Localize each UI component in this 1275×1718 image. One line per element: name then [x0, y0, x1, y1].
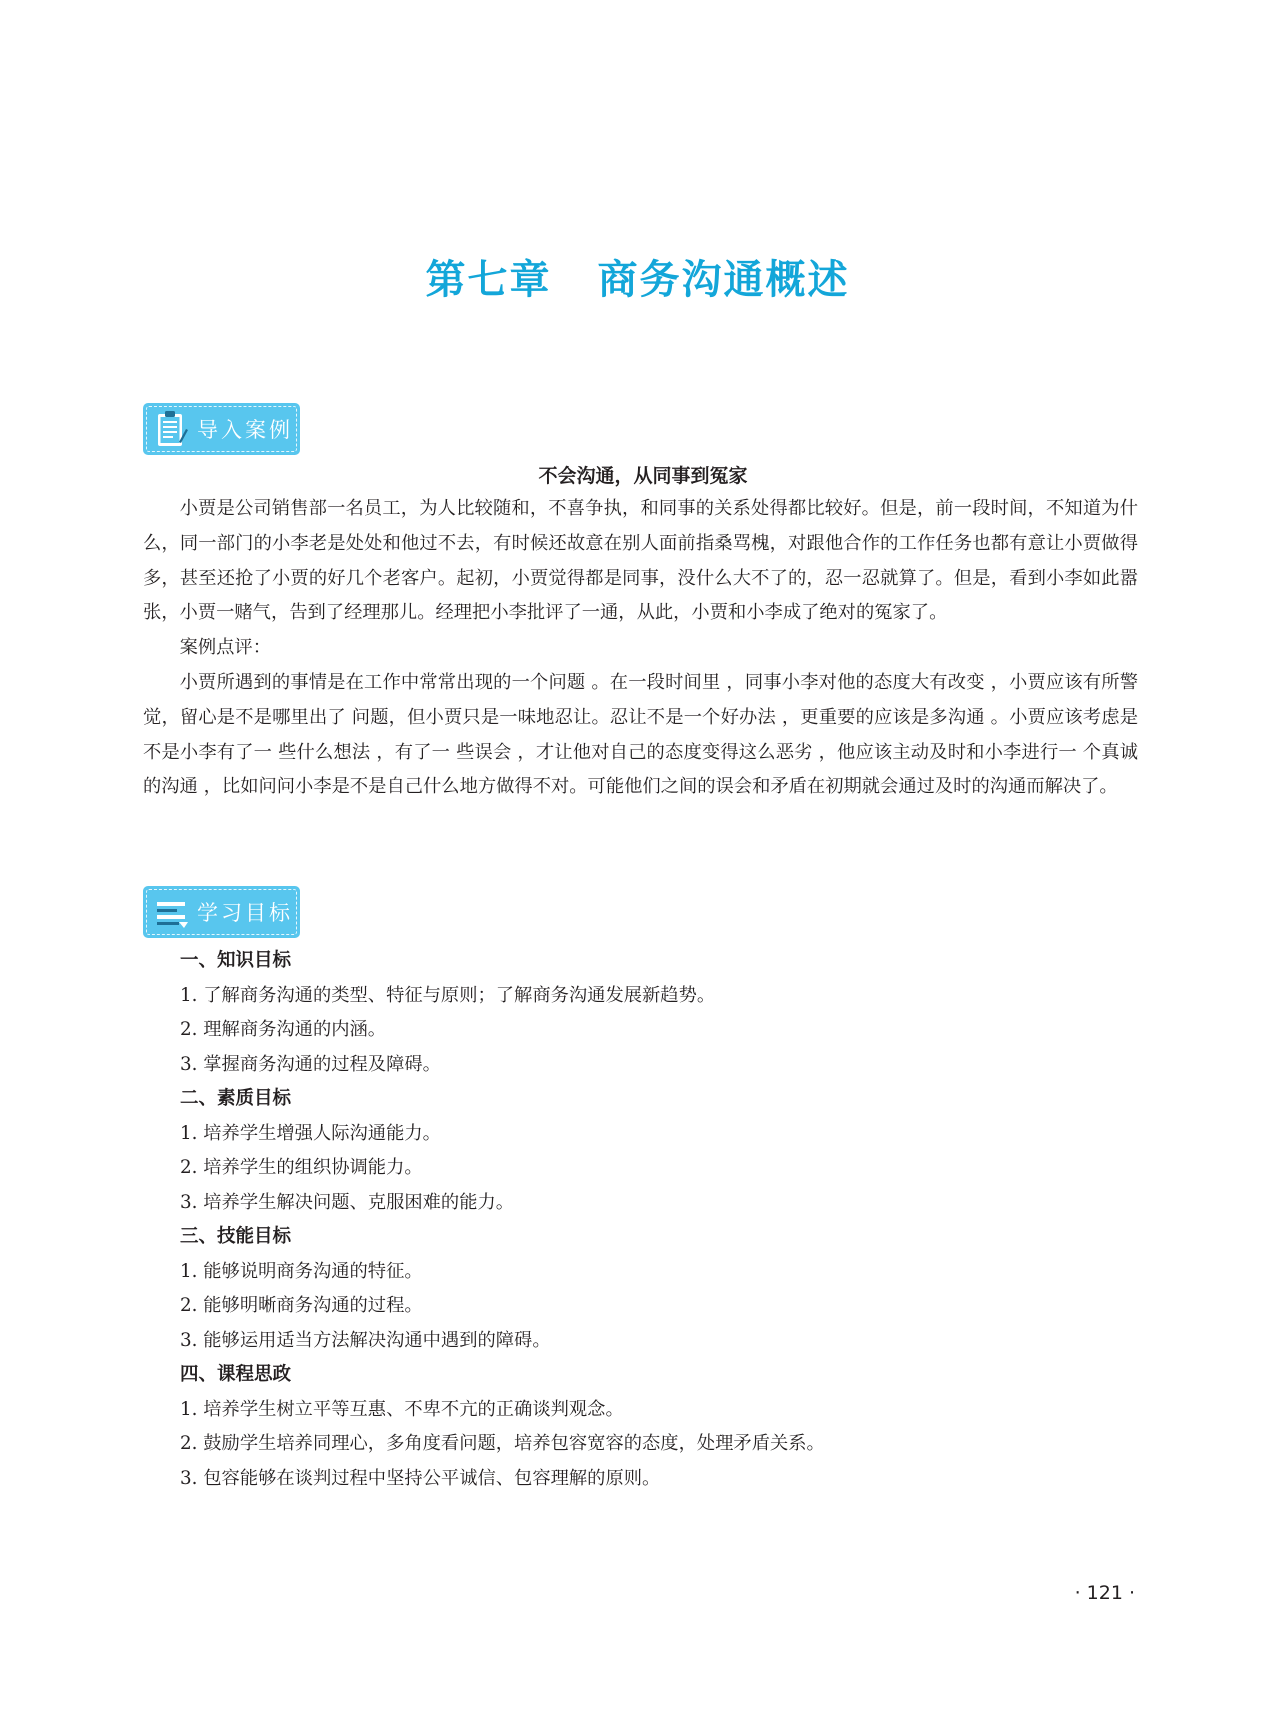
objective-section-knowledge: [180, 944, 1140, 1082]
objective-item: 3. 能够运用适当方法解决沟通中遇到的障碍。: [180, 1329, 551, 1351]
objective-heading: 二、素质目标: [180, 1088, 292, 1109]
objective-item: 3. 培养学生解决问题、克服困难的能力。: [180, 1191, 515, 1213]
objective-item: 3. 包容能够在谈判过程中坚持公平诚信、包容理解的原则。: [180, 1467, 661, 1489]
case-title: 不会沟通，从同事到冤家: [538, 465, 748, 487]
objective-heading: 一、知识目标: [180, 950, 292, 971]
objective-section-quality: [180, 1082, 1140, 1220]
objective-heading: 三、技能目标: [180, 1226, 292, 1247]
intro-case-label: 导入案例: [197, 418, 293, 442]
objective-section-skill: [180, 1220, 1140, 1358]
objective-item: 2. 能够明晰商务沟通的过程。: [180, 1295, 423, 1316]
objective-item: 1. 培养学生树立平等互惠、不卑不亢的正确谈判观念。: [180, 1398, 624, 1420]
list-lines-icon: [155, 892, 189, 932]
chapter-name: 商务沟通概述: [597, 256, 850, 303]
objective-item: 1. 了解商务沟通的类型、特征与原则；了解商务沟通发展新趋势。: [180, 984, 716, 1006]
clipboard-icon: [155, 409, 189, 449]
objective-item: 1. 能够说明商务沟通的特征。: [180, 1260, 423, 1282]
learning-objectives: [180, 944, 1140, 1496]
objectives-label: 学习目标: [197, 901, 293, 925]
objective-heading: 四、课程思政: [180, 1364, 292, 1385]
page-number: · 121 ·: [1074, 1582, 1135, 1604]
objectives-badge: [143, 886, 300, 938]
case-review-label: 案例点评：: [179, 637, 271, 659]
case-body: [143, 492, 1138, 805]
objective-item: 1. 培养学生增强人际沟通能力。: [180, 1122, 441, 1144]
case-paragraph: 小贾是公司销售部一名员工，为人比较随和，不喜争执，和同事的关系处得都比较好。但是，前一段时间，不知道为什么，同一部门的小李老是处处和他过不去，有时候还故意在别人面前指桑骂槐，对跟他合作的工作任务也都有意让小贾做得多，甚至还抢了小贾的好几个老客户。起初，小贾觉得都是同事，没什么大不了的，忍一忍就算了。但是，看到小李如此嚣张，小贾一赌气，告到了经理那儿。经理把小李批评了一通，从此，小贾和小李成了绝对的冤家了。: [143, 498, 1138, 624]
intro-case-badge: [143, 403, 300, 455]
objective-item: 3. 掌握商务沟通的过程及障碍。: [180, 1053, 441, 1075]
chapter-title: [0, 248, 1275, 305]
case-review-paragraph: 小贾所遇到的事情是在工作中常常出现的一个问题 。在一段时间里 ，同事小李对他的态度大有改变 ，小贾应该有所警觉，留心是不是哪里出了 问题，但小贾只是一味地忍让。忍让不是一个好办法 ，更重要的应该是多沟通 。小贾应该考虑是不是小李有了一 些什么想法 ，有了一 些误会 ，才让他对自己的态度变得这么恶劣 ，他应该主动及时和小李进行一 个真诚的沟通 ，比如问问小李是不是自己什么地方做得不对。可能他们之间的误会和矛盾在初期就会通过及时的沟通而解决了。: [143, 671, 1138, 798]
objective-item: 2. 理解商务沟通的内涵。: [180, 1019, 387, 1040]
objective-item: 2. 培养学生的组织协调能力。: [180, 1157, 423, 1178]
objective-item: 2. 鼓励学生培养同理心，多角度看问题，培养包容宽容的态度，处理矛盾关系。: [180, 1433, 825, 1454]
objective-section-ideology: [180, 1358, 1140, 1496]
chapter-number: 第七章: [425, 256, 552, 303]
